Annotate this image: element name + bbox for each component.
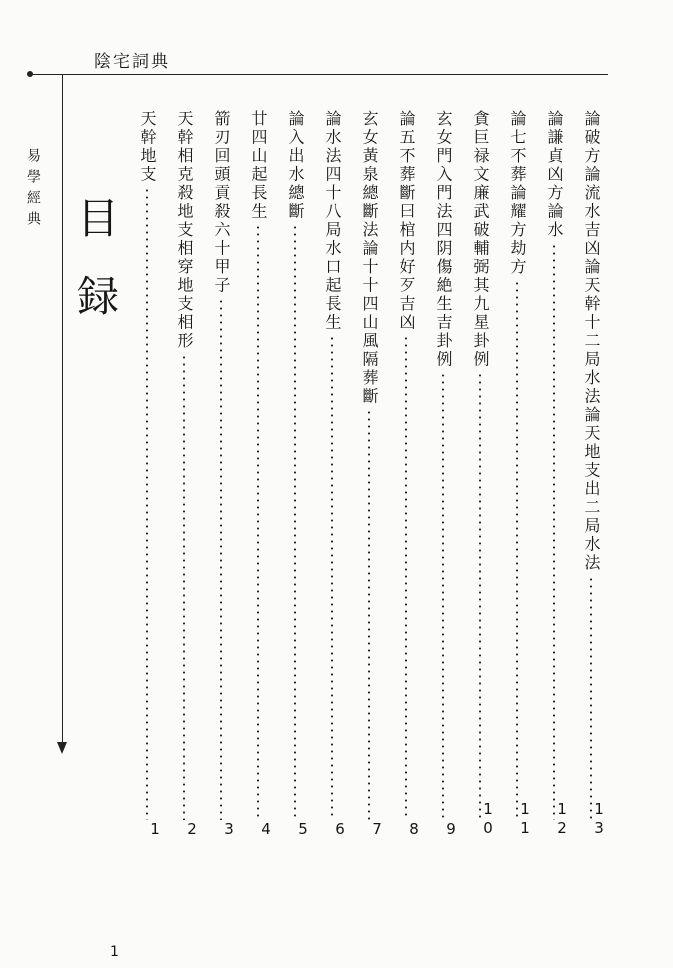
toc-entry-title: 廿四山起長生 [249, 110, 268, 221]
toc-entry-title: 天幹地支 [138, 110, 157, 184]
toc-entry-title: 玄女黃泉總斷法論十十四山風隔葬斷 [360, 110, 379, 406]
dot-leader [368, 409, 370, 820]
dot-leader [183, 354, 185, 821]
dot-leader [516, 280, 518, 821]
toc-entry-6[interactable] [321, 110, 343, 820]
page-number-digit: 1 [520, 819, 530, 837]
toc-entry-2[interactable] [173, 110, 195, 820]
page-number-digit: 1 [594, 800, 604, 818]
toc-entry-10[interactable] [469, 110, 491, 820]
toc-entry-title: 玄女門入門法四阴傷絶生吉卦例 [434, 110, 453, 369]
toc-entry-3[interactable] [210, 110, 232, 820]
toc-entry-title: 論破方論流水吉凶論天幹十二局水法論天地支出二局水法 [582, 110, 601, 573]
dot-leader [146, 187, 148, 820]
toc-page-number: 8 [409, 820, 419, 838]
page-number-digit: 2 [557, 819, 567, 837]
dot-leader [294, 224, 296, 820]
toc-page-number: 4 [261, 820, 271, 838]
dot-leader [220, 298, 222, 820]
folio-number: 1 [110, 944, 119, 960]
toc-entry-title: 論五不葬斷曰棺内好歹吉凶 [397, 110, 416, 332]
toc-page-number [511, 800, 539, 838]
toc-entry-4[interactable] [247, 110, 269, 820]
toc-heading: 目録 [71, 196, 120, 352]
page-number-digit: 1 [557, 800, 567, 818]
toc-entry-title: 論七不葬論耀方劫方 [508, 110, 527, 277]
toc-entry-title: 論謙貞凶方論水 [545, 110, 564, 240]
dot-leader [479, 372, 481, 820]
toc-entry-title: 論水法四十八局水口起長生 [323, 110, 342, 332]
toc-entry-1[interactable] [136, 110, 158, 820]
dot-leader [442, 372, 444, 820]
toc-page-number: 7 [372, 820, 382, 838]
dot-leader [331, 335, 333, 820]
dot-leader [553, 243, 555, 821]
toc-page-number: 1 [150, 820, 160, 838]
dot-leader [405, 335, 407, 820]
toc-page-number: 5 [298, 820, 308, 838]
toc-entry-title: 論入出水總斷 [286, 110, 305, 221]
toc-entry-13[interactable] [580, 110, 602, 820]
toc-page-number [474, 800, 502, 838]
toc-page-number [548, 800, 576, 838]
toc-page-number: 2 [187, 820, 197, 838]
toc-entry-8[interactable] [395, 110, 417, 820]
toc-entry-7[interactable] [358, 110, 380, 820]
toc-page-number: 3 [224, 820, 234, 838]
toc-entry-11[interactable] [506, 110, 528, 820]
toc-entry-5[interactable] [284, 110, 306, 820]
page-number-digit: 3 [594, 819, 604, 837]
page-number-digit: 1 [483, 800, 493, 818]
header-title: 陰宅詞典 [94, 52, 170, 72]
toc-entry-title: 貪巨禄文廉武破輔弼其九星卦例 [471, 110, 490, 369]
toc-entry-9[interactable] [432, 110, 454, 820]
dot-leader [257, 224, 259, 820]
page-number-digit: 1 [520, 800, 530, 818]
toc-entry-12[interactable] [543, 110, 565, 820]
toc-page-number: 6 [335, 820, 345, 838]
dot-leader [590, 576, 592, 821]
toc-entry-title: 箭刃回頭貢殺六十甲子 [212, 110, 231, 295]
toc-page-number [585, 800, 613, 838]
series-label: 易學經典 [25, 148, 41, 232]
page-number-digit: 0 [483, 819, 493, 837]
toc-page-number: 9 [446, 820, 456, 838]
toc-entry-title: 天幹相克殺地支相穿地支相形 [175, 110, 194, 351]
